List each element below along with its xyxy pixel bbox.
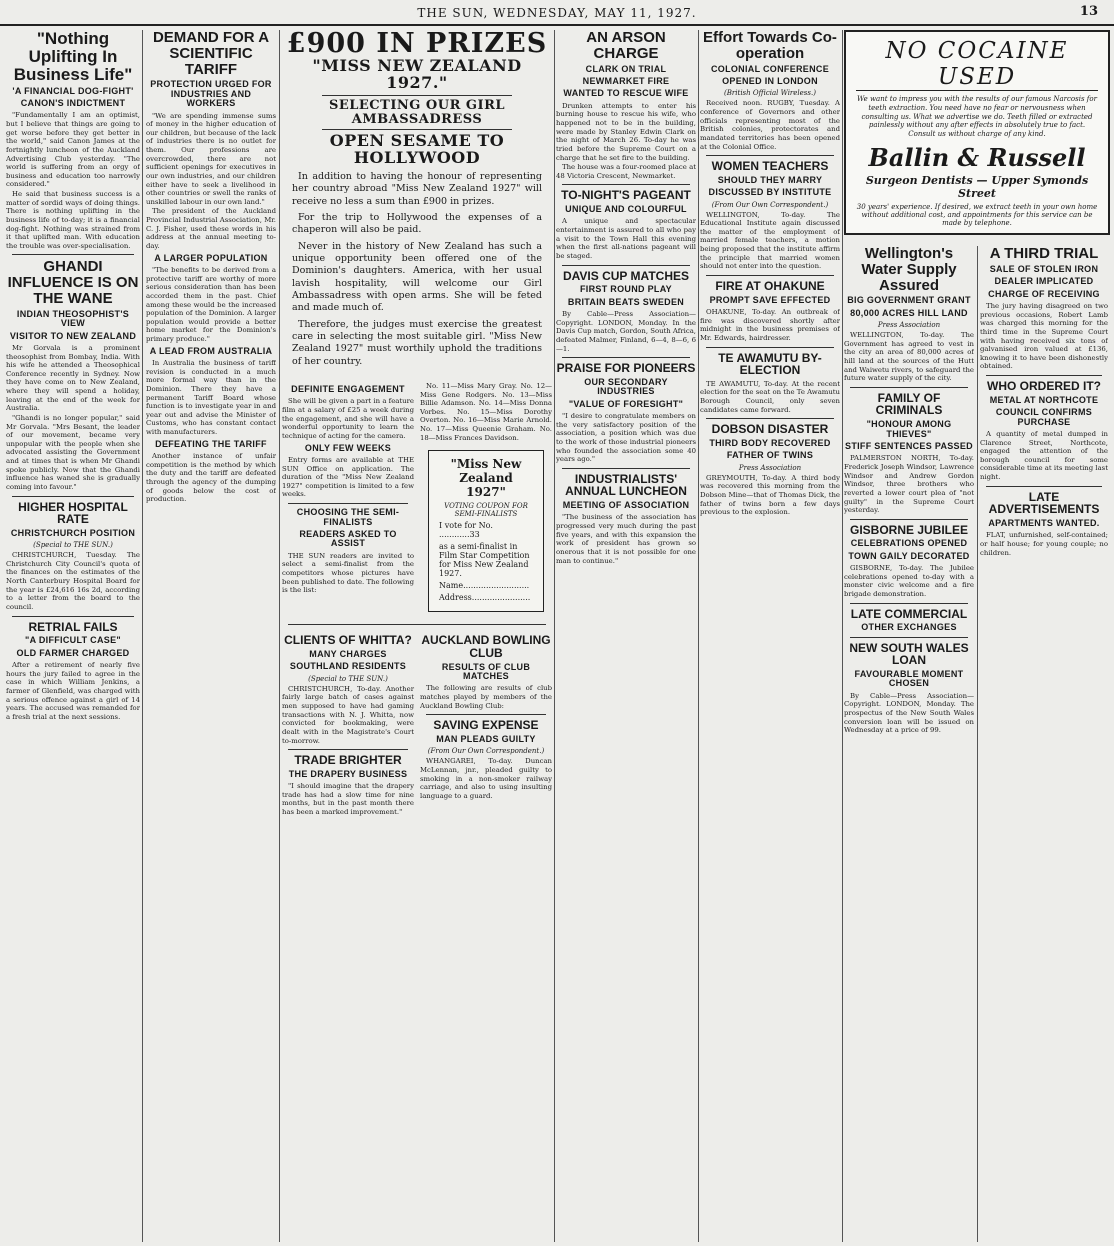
divider: [986, 486, 1102, 487]
divider: [706, 418, 834, 419]
divider: [12, 496, 134, 497]
divider: [850, 519, 968, 520]
column-6: [844, 246, 974, 1242]
column-rule: [698, 30, 699, 1242]
headline-trade-brighter: TRADE BRIGHTER: [294, 753, 402, 768]
subhead: 'A FINANCIAL DOG-FIGHT': [12, 85, 134, 96]
subhead: BRITAIN BEATS SWEDEN: [567, 296, 685, 307]
article-paragraph: He said that business success is a matter of sordid ways of doing things. There is nothing uplifting in the business life of to-day; it is a financial dog-fight. Nothing was strained from it that uplifted man. With education the trouble was over-specialisation.: [6, 190, 140, 250]
voting-coupon[interactable]: [428, 450, 544, 612]
column-4: [556, 30, 696, 1242]
article-paragraph: "Ghandi is no longer popular," said Mr Gorvala. "Mrs Besant, the leader of our movement, became very unpopular with the people when she advocated assisting the Government and at times that is when Mr Ghandi spoke publicly. Now that the Ghandi influence has waned she is gradually coming into favour.": [6, 413, 140, 491]
headline-retrial-fails: RETRIAL FAILS: [28, 619, 118, 634]
masthead: [0, 0, 1114, 26]
article-paragraph: By Cable—Press Association—Copyright. LONDON, Monday. The prospectus of the New South Wales conversion loan will be issued on Wednesday at a price of 99.: [844, 691, 974, 735]
crosshead: DEFEATING THE TARIFF: [155, 438, 267, 449]
ad-address: Surgeon Dentists — Upper Symonds Street: [865, 173, 1089, 200]
coupon-title: "Miss New Zealand 1927": [450, 457, 522, 500]
article-paragraph: A unique and spectacular entertainment is assured to all who pay a visit to the Town Hall this evening when the first all-nations pageant will be staged.: [556, 217, 696, 260]
byline: (Special to THE SUN.): [308, 674, 388, 683]
subhead: "A DIFFICULT CASE": [25, 635, 121, 646]
article-paragraph: A quantity of metal dumped in Clarence Street, Northcote, engaged the attention of the borough council for some considerable time at its meeting last night.: [980, 429, 1108, 482]
divider: [706, 275, 834, 276]
headline-whitta: CLIENTS OF WHITTA?: [284, 633, 412, 648]
subhead: UNIQUE AND COLOURFUL: [565, 204, 687, 215]
article-paragraph: WELLINGTON, To-day. The Educational Institute again discussed the matter of the employment of married female teachers, a motion being proposed that the institute affirm the principle that married women should not enter into the question.: [700, 210, 840, 271]
subhead: RESULTS OF CLUB MATCHES: [441, 661, 531, 681]
subhead: FATHER OF TWINS: [726, 450, 814, 461]
article-paragraph: GREYMOUTH, To-day. A third body was recovered this morning from the Dobson Mine—that of Thomas Dick, the father of twins born a few days previous to the explosion.: [700, 473, 840, 517]
subhead: VISITOR TO NEW ZEALAND: [9, 330, 137, 341]
subhead: PROMPT SAVE EFFECTED: [709, 294, 831, 305]
headline-late-advertisements: LATE ADVERTISEMENTS: [988, 489, 1100, 517]
article-paragraph: "Fundamentally I am an optimist, but I believe that things are going to get worse before they get better in the world," said Canon James at the fortnightly luncheon of the Auckland Advertising Club yesterday. "The world is suffering from an orgy of business and education too narrowly considered.": [6, 111, 140, 189]
subhead: DEALER IMPLICATED: [994, 276, 1094, 287]
crosshead: A LEAD FROM AUSTRALIA: [149, 345, 273, 356]
headline-women-teachers: WOMEN TEACHERS: [711, 159, 829, 174]
subhead: INDIAN THEOSOPHIST'S VIEW: [16, 308, 130, 329]
crosshead: DEFINITE ENGAGEMENT: [291, 383, 405, 394]
subhead: STIFF SENTENCES PASSED: [845, 440, 973, 451]
advertisement: [844, 30, 1110, 241]
headline-te-awamutu: TE AWAMUTU BY-ELECTION: [718, 350, 822, 378]
article-paragraph: Entry forms are available at THE SUN Office on application. The duration of the "Miss New Zealand 1927" competition is limited to a few weeks.: [282, 455, 414, 499]
divider: [986, 375, 1102, 376]
subhead: MEETING OF ASSOCIATION: [562, 500, 690, 511]
divider: [12, 616, 134, 617]
subhead: APARTMENTS WANTED.: [988, 517, 1100, 528]
article-paragraph: "We are spending immense sums of money in the higher education of our children, but because of the lack of industries there is no outlet for them. Our professions are overcrowded, there are not sufficient openings for executives in our own industries, and our children either have to seek a livelihood in other countries or swell the ranks of unskilled labour in our own land.": [146, 111, 276, 206]
headline-nsw-loan: NEW SOUTH WALES LOAN: [849, 640, 969, 668]
byline: (Special to THE SUN.): [33, 541, 113, 550]
headline-scientific-tariff: DEMAND FOR A SCIENTIFIC TARIFF: [152, 30, 270, 78]
byline: (From Our Own Correspondent.): [427, 747, 545, 756]
article-paragraph: She will be given a part in a feature film at a salary of £25 a week during the engagement, and she will have a wonderful opportunity to learn the technique of acting for the camera.: [282, 397, 414, 440]
headline-family-criminals: FAMILY OF CRIMINALS: [875, 390, 943, 418]
masthead-title: THE SUN, WEDNESDAY, MAY 11, 1927.: [417, 6, 697, 20]
subhead: NEWMARKET FIRE: [582, 75, 670, 86]
article-paragraph: Another instance of unfair competition is the method by which the duty and the tariff are defeated through the agency of the dumping of goods below the cost of production.: [146, 452, 276, 504]
column-rule: [977, 246, 978, 1242]
divider: [288, 624, 546, 625]
column-3: [282, 30, 552, 1242]
headline-saving-expense: SAVING EXPENSE: [433, 718, 539, 733]
headline-arson-charge: AN ARSON CHARGE: [586, 30, 666, 62]
subhead: FIRST ROUND PLAY: [580, 284, 672, 295]
subhead: PROTECTION URGED FOR INDUSTRIES AND WORKERS: [150, 79, 272, 109]
subhead: "VALUE OF FORESIGHT": [568, 398, 684, 409]
divider: [706, 155, 834, 156]
subhead: SOUTHLAND RESIDENTS: [289, 661, 407, 672]
subhead: OLD FARMER CHARGED: [16, 647, 130, 658]
divider: [850, 603, 968, 604]
headline-industrialists: INDUSTRIALISTS' ANNUAL LUNCHEON: [565, 471, 687, 499]
headline-water-supply: Wellington's Water Supply Assured: [861, 246, 957, 294]
article-paragraph: "I should imagine that the drapery trade has had a slow time for nine months, but in the past month there has been a marked improvement.": [282, 782, 414, 817]
divider: [12, 254, 134, 255]
subhead: SALE OF STOLEN IRON: [989, 263, 1099, 274]
column-rule: [554, 30, 555, 1242]
headline-cooperation: Effort Towards Co-operation: [703, 30, 837, 62]
divider: [562, 265, 690, 266]
subhead: OTHER EXCHANGES: [861, 622, 957, 633]
article-paragraph: PALMERSTON NORTH, To-day. Frederick Joseph Windsor, Lawrence Windsor and Andrew Gordon Windsor, three brothers who reverted a lower court plea of "not guilty" in the Supreme Court yesterday.: [844, 454, 974, 515]
classified-ad: FLAT, unfurnished, self-contained; or half house; for young couple; no children.: [980, 531, 1108, 557]
headline-gisborne: GISBORNE JUBILEE: [849, 522, 969, 537]
subhead: MANY CHARGES: [309, 648, 387, 659]
headline-dobson: DOBSON DISASTER: [711, 422, 829, 437]
subhead: CHRISTCHURCH POSITION: [10, 527, 136, 538]
headline-third-trial: A THIRD TRIAL: [989, 246, 1099, 262]
divider: [850, 387, 968, 388]
dentist-ad: [844, 30, 1110, 235]
coupon-subtitle: VOTING COUPON FOR SEMI-FINALISTS: [444, 502, 528, 519]
divider: [288, 749, 408, 750]
divider: [850, 637, 968, 638]
headline-davis-cup: DAVIS CUP MATCHES: [562, 268, 689, 283]
subhead-miss-nz: "MISS NEW ZEALAND 1927.": [312, 56, 522, 93]
subhead: THE DRAPERY BUSINESS: [288, 768, 408, 779]
subhead: DISCUSSED BY INSTITUTE: [708, 187, 832, 198]
divider: [322, 129, 512, 130]
subhead: WANTED TO RESCUE WIFE: [563, 88, 689, 99]
ad-headline: NO COCAINE USED: [856, 38, 1098, 91]
article-paragraph: TE AWAMUTU, To-day. At the recent election for the seat on the Te Awamutu Borough Council, only seven candidates came forward.: [700, 379, 840, 414]
headline-hospital-rate: HIGHER HOSPITAL RATE: [18, 499, 128, 527]
column-2: [146, 30, 276, 1242]
article-paragraph: OHAKUNE, To-day. An outbreak of fire was discovered shortly after midnight in the business premises of Mr. Edwards, hairdresser.: [700, 308, 840, 342]
headline-nothing-uplifting: "Nothing Uplifting In Business Life": [13, 30, 133, 84]
lead-paragraph: For the trip to Hollywood the expenses of a chaperon will also be paid.: [292, 211, 542, 236]
coupon-name-field[interactable]: Name..........................: [439, 581, 530, 591]
subhead-ambassadress: SELECTING OUR GIRL AMBASSADRESS: [328, 97, 506, 127]
article-paragraph: In Australia the business of tariff revision is conducted in a much more formal way than in the Dominion. There they have a permanent Tariff Board whose function is to investigate year in and year out and advise the Minister of Customs, who has constant contact with manufacturers.: [146, 359, 276, 437]
article-paragraph: Drunken attempts to enter his burning house to rescue his wife, who happened not to be in the building, were made by Stanley Edwin Clark on the night of March 26. To-day he was tried before the Supreme Court on a charge that he set fire to the building.: [556, 101, 696, 162]
article-paragraph: "I desire to congratulate members on the very satisfactory position of the association, a position which was due to the work of those industrial pioneers who founded the association some 40 years ago.": [556, 412, 696, 464]
headline-who-ordered: WHO ORDERED IT?: [987, 379, 1101, 394]
article-paragraph: WHANGAREI, To-day. Duncan McLennan, jnr., pleaded guilty to smoking in a non-smoker railway carriage, and also to using insulting language to a guard.: [420, 757, 552, 800]
lead-paragraph: Therefore, the judges must exercise the greatest care in selecting the most suitable girl. "Miss New Zealand 1927" must worthily uphold the traditions of her country.: [292, 318, 542, 367]
subhead: READERS ASKED TO ASSIST: [299, 528, 397, 549]
divider: [562, 357, 690, 358]
ad-text: We want to impress you with the results of our famous Narcosis for teeth extraction. You need have no fear or nervousness when consulting us. What we advertise we do. Teeth filled or extracted painlessly without any after effects in absolutely true to fact. Consult us without charge of any kind.: [857, 95, 1097, 138]
divider: [562, 468, 690, 469]
divider: [426, 714, 546, 715]
article-paragraph: "The business of the association has progressed very much during the past five years, and with this expansion the work of president has grown so onerous that it is not possible for one man to continue.": [556, 513, 696, 565]
coupon-text: as a semi-finalist in Film Star Competition for Miss New Zealand 1927.: [439, 542, 530, 579]
byline: Press Association: [738, 463, 802, 472]
page-number: 13: [1079, 4, 1098, 19]
byline: Press Association: [877, 321, 941, 330]
article-paragraph: The president of the Auckland Provincial Industrial Association, Mr. C. J. Fisher, used these words in his address at the annual meeting to-day.: [146, 207, 276, 250]
subhead: "HONOUR AMONG THIEVES": [866, 419, 952, 439]
ad-brand: Ballin & Russell: [868, 142, 1086, 172]
article-paragraph: "The benefits to be derived from a protective tariff are worthy of more serious consideration than has been accorded them in the past. Chief among these would be the increased population of the Dominion. A larger population would provide a better home market for the Dominion's primary produce.": [146, 266, 276, 343]
headline-semi-finalists: CHOOSING THE SEMI-FINALISTS: [296, 507, 400, 527]
lead-paragraph: In addition to having the honour of representing her country abroad "Miss New Zealand 1927" will receive no less a sum than £900 in prizes.: [292, 170, 542, 207]
subhead: TOWN GAILY DECORATED: [848, 550, 970, 561]
crosshead: ONLY FEW WEEKS: [304, 442, 392, 453]
lead-paragraph: Never in the history of New Zealand has such a unique opportunity been offered one of the Dominion's daughters. America, with her usual lavish hospitality, will welcome our Girl Ambassadress with open arms. She will be feted and made much of.: [292, 240, 542, 314]
subhead: CELEBRATIONS OPENED: [850, 538, 968, 549]
subhead: CLARK ON TRIAL: [585, 63, 667, 74]
subhead: COLONIAL CONFERENCE: [710, 63, 830, 74]
subhead: BIG GOVERNMENT GRANT: [847, 295, 971, 306]
byline: (British Official Wireless.): [724, 89, 816, 98]
column-rule: [142, 30, 143, 1242]
divider: [706, 347, 834, 348]
column-7: [980, 246, 1108, 1242]
subhead: MAN PLEADS GUILTY: [436, 733, 536, 744]
article-paragraph: The house was a four-roomed place at 48 Victoria Crescent, Newmarket.: [556, 163, 696, 180]
subhead: OPENED IN LONDON: [722, 75, 818, 86]
headline-900-prizes: £900 IN PRIZES: [286, 30, 548, 59]
article-paragraph: By Cable—Press Association—Copyright. LONDON, Monday. In the Davis Cup match, Gordon, South Africa, defeated Malmer, Finland, 6—4, 8—6, 6—1.: [556, 310, 696, 353]
headline-bowling-club: AUCKLAND BOWLING CLUB: [421, 633, 551, 660]
headline-fire-ohakune: FIRE AT OHAKUNE: [715, 278, 825, 293]
divider: [322, 95, 512, 96]
coupon-vote-line[interactable]: I vote for No. ............33: [439, 521, 493, 540]
subhead: SHOULD THEY MARRY: [717, 174, 823, 185]
subhead: CHARGE OF RECEIVING: [988, 288, 1100, 299]
subhead: FAVOURABLE MOMENT CHOSEN: [854, 668, 964, 689]
article-paragraph: WELLINGTON, To-day. The Government has agreed to vest in the city an area of 80,000 acres of hill land at the sources of the Hutt and Waiwetu rivers, to safeguard the future water supply of the city.: [844, 331, 974, 383]
subhead: THIRD BODY RECOVERED: [709, 437, 831, 448]
headline-late-commercial: LATE COMMERCIAL: [850, 606, 968, 621]
coupon-address-field[interactable]: Address.......................: [439, 593, 531, 603]
headline-ghandi: GHANDI INFLUENCE IS ON THE WANE: [7, 258, 139, 307]
article-paragraph: GISBORNE, To-day. The Jubilee celebrations opened to-day with a monster civic welcome and a fire brigade demonstration.: [844, 564, 974, 599]
article-paragraph: The following are results of club matches played by members of the Auckland Bowling Club:: [420, 684, 552, 710]
article-paragraph: Mr Gorvala is a prominent theosophist from Bombay, India. With his wife he attended a Theosophical Conference recently in Sydney. Now they have come on to New Zealand, where they will spend a holiday, leaving at the end of the week for Australia.: [6, 343, 140, 413]
subhead-hollywood: OPEN SESAME TO HOLLYWOOD: [329, 131, 505, 168]
article-paragraph: CHRISTCHURCH, To-day. Another fairly large batch of cases against men supposed to have had gaming transactions with N. J. Whitta, now convicted for bookmaking, were dealt with in the Magistrate's Court to-morrow.: [282, 684, 414, 745]
subhead: METAL AT NORTHCOTE: [989, 394, 1099, 405]
ad-footer: 30 years' experience. If desired, we extract teeth in your own home without additional cost, and appointments for this service can be made by telephone.: [856, 202, 1098, 227]
article-paragraph: CHRISTCHURCH, Tuesday. The Christchurch City Council's quota of the finances on the estimates of the North Canterbury Hospital Board for the year is £24,616 16s 2d, according to a letter from the board to the council.: [6, 551, 140, 611]
subhead: CANON'S INDICTMENT: [20, 97, 126, 108]
article-paragraph: The jury having disagreed on two previous occasions, Robert Lamb was charged this morning for the third time in the Supreme Court with having received six tons of galvanised iron valued at £136, knowing it to have been dishonestly obtained.: [980, 302, 1108, 371]
column-5: [700, 30, 840, 1242]
headline-pageant: TO-NIGHT'S PAGEANT: [561, 188, 691, 203]
divider: [288, 503, 408, 504]
divider: [562, 184, 690, 185]
contestant-list: No. 11—Miss Mary Gray. No. 12—Miss Gene Rodgers. No. 13—Miss Billie Adamson. No. 14—Miss Donna Vorbes. No. 15—Miss Dorothy Overton. No. 16—Miss Marie Arnold. No. 17—Miss Queenie Graham. No. 18—Miss Frances Davidson.: [420, 381, 552, 442]
article-paragraph: After a retirement of nearly five hours the jury failed to agree in the case in which William Jenkins, a farmer of Glenfield, was charged with a serious offence against a girl of 14 years. The accused was remanded for a fresh trial at the next sessions.: [6, 661, 140, 721]
subhead: OUR SECONDARY INDUSTRIES: [584, 376, 668, 397]
column-1: [6, 30, 140, 1242]
article-paragraph: Received noon. RUGBY, Tuesday. A conference of Governors and other officials representing most of the British colonies, protectorates and mandated territories has been opened at the Colonial Office.: [700, 99, 840, 151]
crosshead: A LARGER POPULATION: [154, 252, 268, 263]
column-rule: [279, 30, 280, 1242]
subhead: COUNCIL CONFIRMS PURCHASE: [995, 407, 1093, 427]
subhead: 80,000 ACRES HILL LAND: [850, 307, 968, 318]
column-rule: [842, 30, 843, 1242]
headline-pioneers: PRAISE FOR PIONEERS: [556, 361, 696, 376]
byline: (From Our Own Correspondent.): [711, 200, 829, 209]
article-paragraph: THE SUN readers are invited to select a semi-finalist from the competitors whose pictures have been published to date. The following is the list:: [282, 551, 414, 595]
